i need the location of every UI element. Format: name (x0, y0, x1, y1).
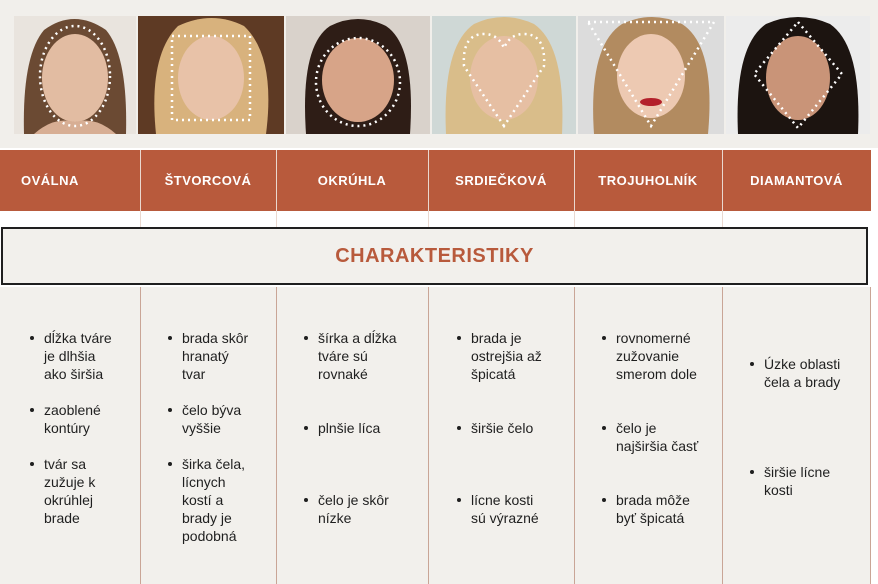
column-divider (870, 287, 871, 584)
face-shape-header-row (0, 150, 871, 211)
list-item: zaoblené kontúry (44, 402, 101, 436)
heart-face-photo (432, 16, 576, 134)
round-face-photo (286, 16, 430, 134)
list-item: širka čela, lícnych kostí a brady je podobná (182, 456, 246, 544)
face-photo-strip (0, 0, 878, 148)
heart-column (428, 287, 574, 584)
characteristics-body (0, 287, 871, 584)
list-item: šírka a dĺžka tváre sú rovnaké (318, 330, 397, 382)
column-divider (140, 150, 141, 227)
square-column (140, 287, 276, 584)
list-item: čelo je skôr nízke (318, 492, 389, 526)
column-divider (428, 150, 429, 227)
square-face-photo (138, 16, 284, 134)
list-item: Úzke oblasti čela a brady (764, 356, 841, 390)
list-item: rovnomerné zužovanie smerom dole (616, 330, 697, 382)
list-item: plnšie líca (318, 420, 381, 436)
list-item: širšie čelo (471, 420, 534, 436)
list-item: tvár sa zužuje k okrúhlej brade (44, 456, 96, 526)
diamond-column (722, 287, 870, 584)
column-divider (276, 150, 277, 227)
list-item: čelo je najširšia časť (616, 420, 699, 454)
header-diamond: DIAMANTOVÁ (750, 173, 843, 188)
characteristics-title-box (1, 227, 868, 285)
characteristics-title: CHARAKTERISTIKY (335, 244, 534, 267)
column-divider (574, 150, 575, 227)
list-item: brada skôr hranatý tvar (182, 330, 249, 382)
header-square: ŠTVORCOVÁ (164, 173, 252, 188)
list-item: brada môže byť špicatá (616, 492, 690, 526)
list-item: lícne kosti sú výrazné (471, 492, 539, 526)
list-item: čelo býva vyššie (182, 402, 242, 436)
list-item: dĺžka tváre je dlhšia ako širšia (44, 330, 112, 382)
oval-face-photo (14, 16, 136, 134)
spacer-row (0, 211, 871, 227)
header-round: OKRÚHLA (317, 173, 387, 188)
list-item: brada je ostrejšia až špicatá (471, 330, 542, 382)
diamond-face-photo (726, 16, 870, 134)
header-triangle: TROJUHOLNÍK (598, 173, 698, 188)
list-item: širšie lícne kosti (764, 464, 831, 498)
triangle-face-photo (578, 16, 724, 134)
triangle-column (574, 287, 722, 584)
column-divider (722, 150, 723, 227)
header-oval: OVÁLNA (21, 173, 79, 188)
header-heart: SRDIEČKOVÁ (455, 173, 547, 188)
oval-column (0, 287, 140, 584)
round-column (276, 287, 428, 584)
